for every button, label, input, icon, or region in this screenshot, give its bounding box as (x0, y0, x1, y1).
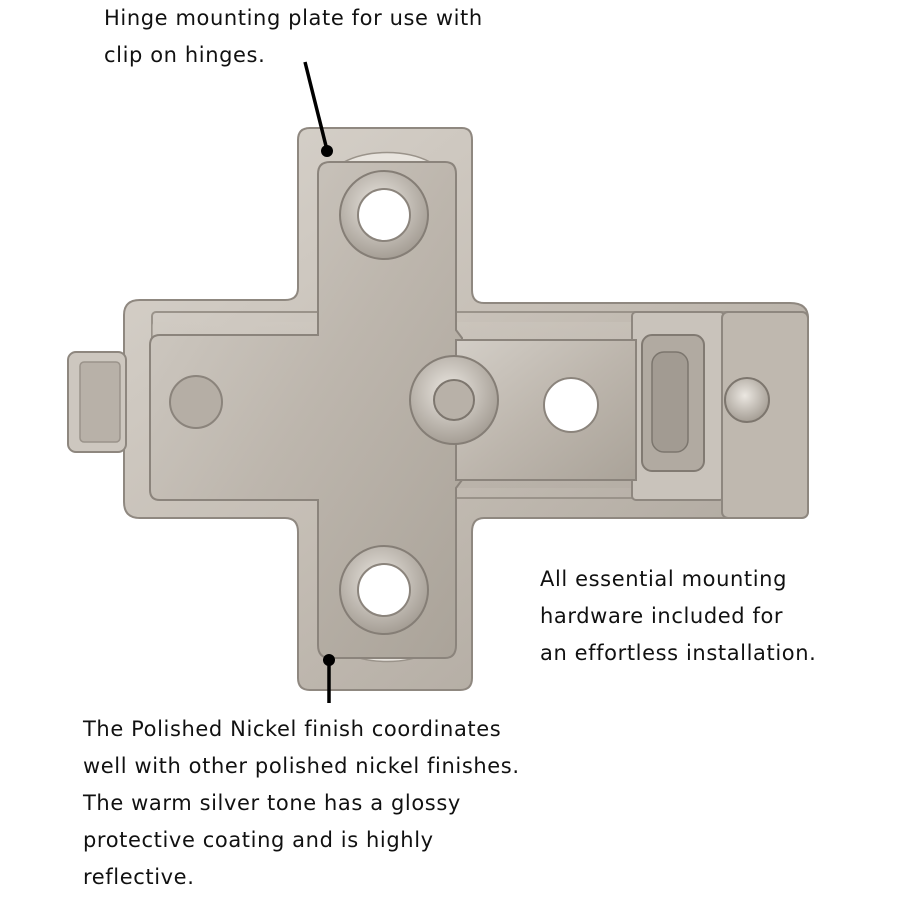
right-hole (544, 378, 598, 432)
bottom-screw-hole (340, 546, 428, 634)
caption-line: protective coating and is highly (83, 828, 434, 852)
caption-line: The warm silver tone has a glossy (83, 791, 461, 815)
left-rivet (170, 376, 222, 428)
caption-line: reflective. (83, 865, 195, 889)
center-rivet (410, 356, 498, 444)
caption-line: The Polished Nickel finish coordinates (83, 717, 502, 741)
caption-line: well with other polished nickel finishes. (83, 754, 520, 778)
caption-line: clip on hinges. (104, 43, 266, 67)
top-screw-hole (340, 171, 428, 259)
caption-line: an effortless installation. (540, 641, 817, 665)
caption-line: All essential mounting (540, 567, 788, 591)
caption-line: hardware included for (540, 604, 784, 628)
caption-line: Hinge mounting plate for use with (104, 6, 483, 30)
